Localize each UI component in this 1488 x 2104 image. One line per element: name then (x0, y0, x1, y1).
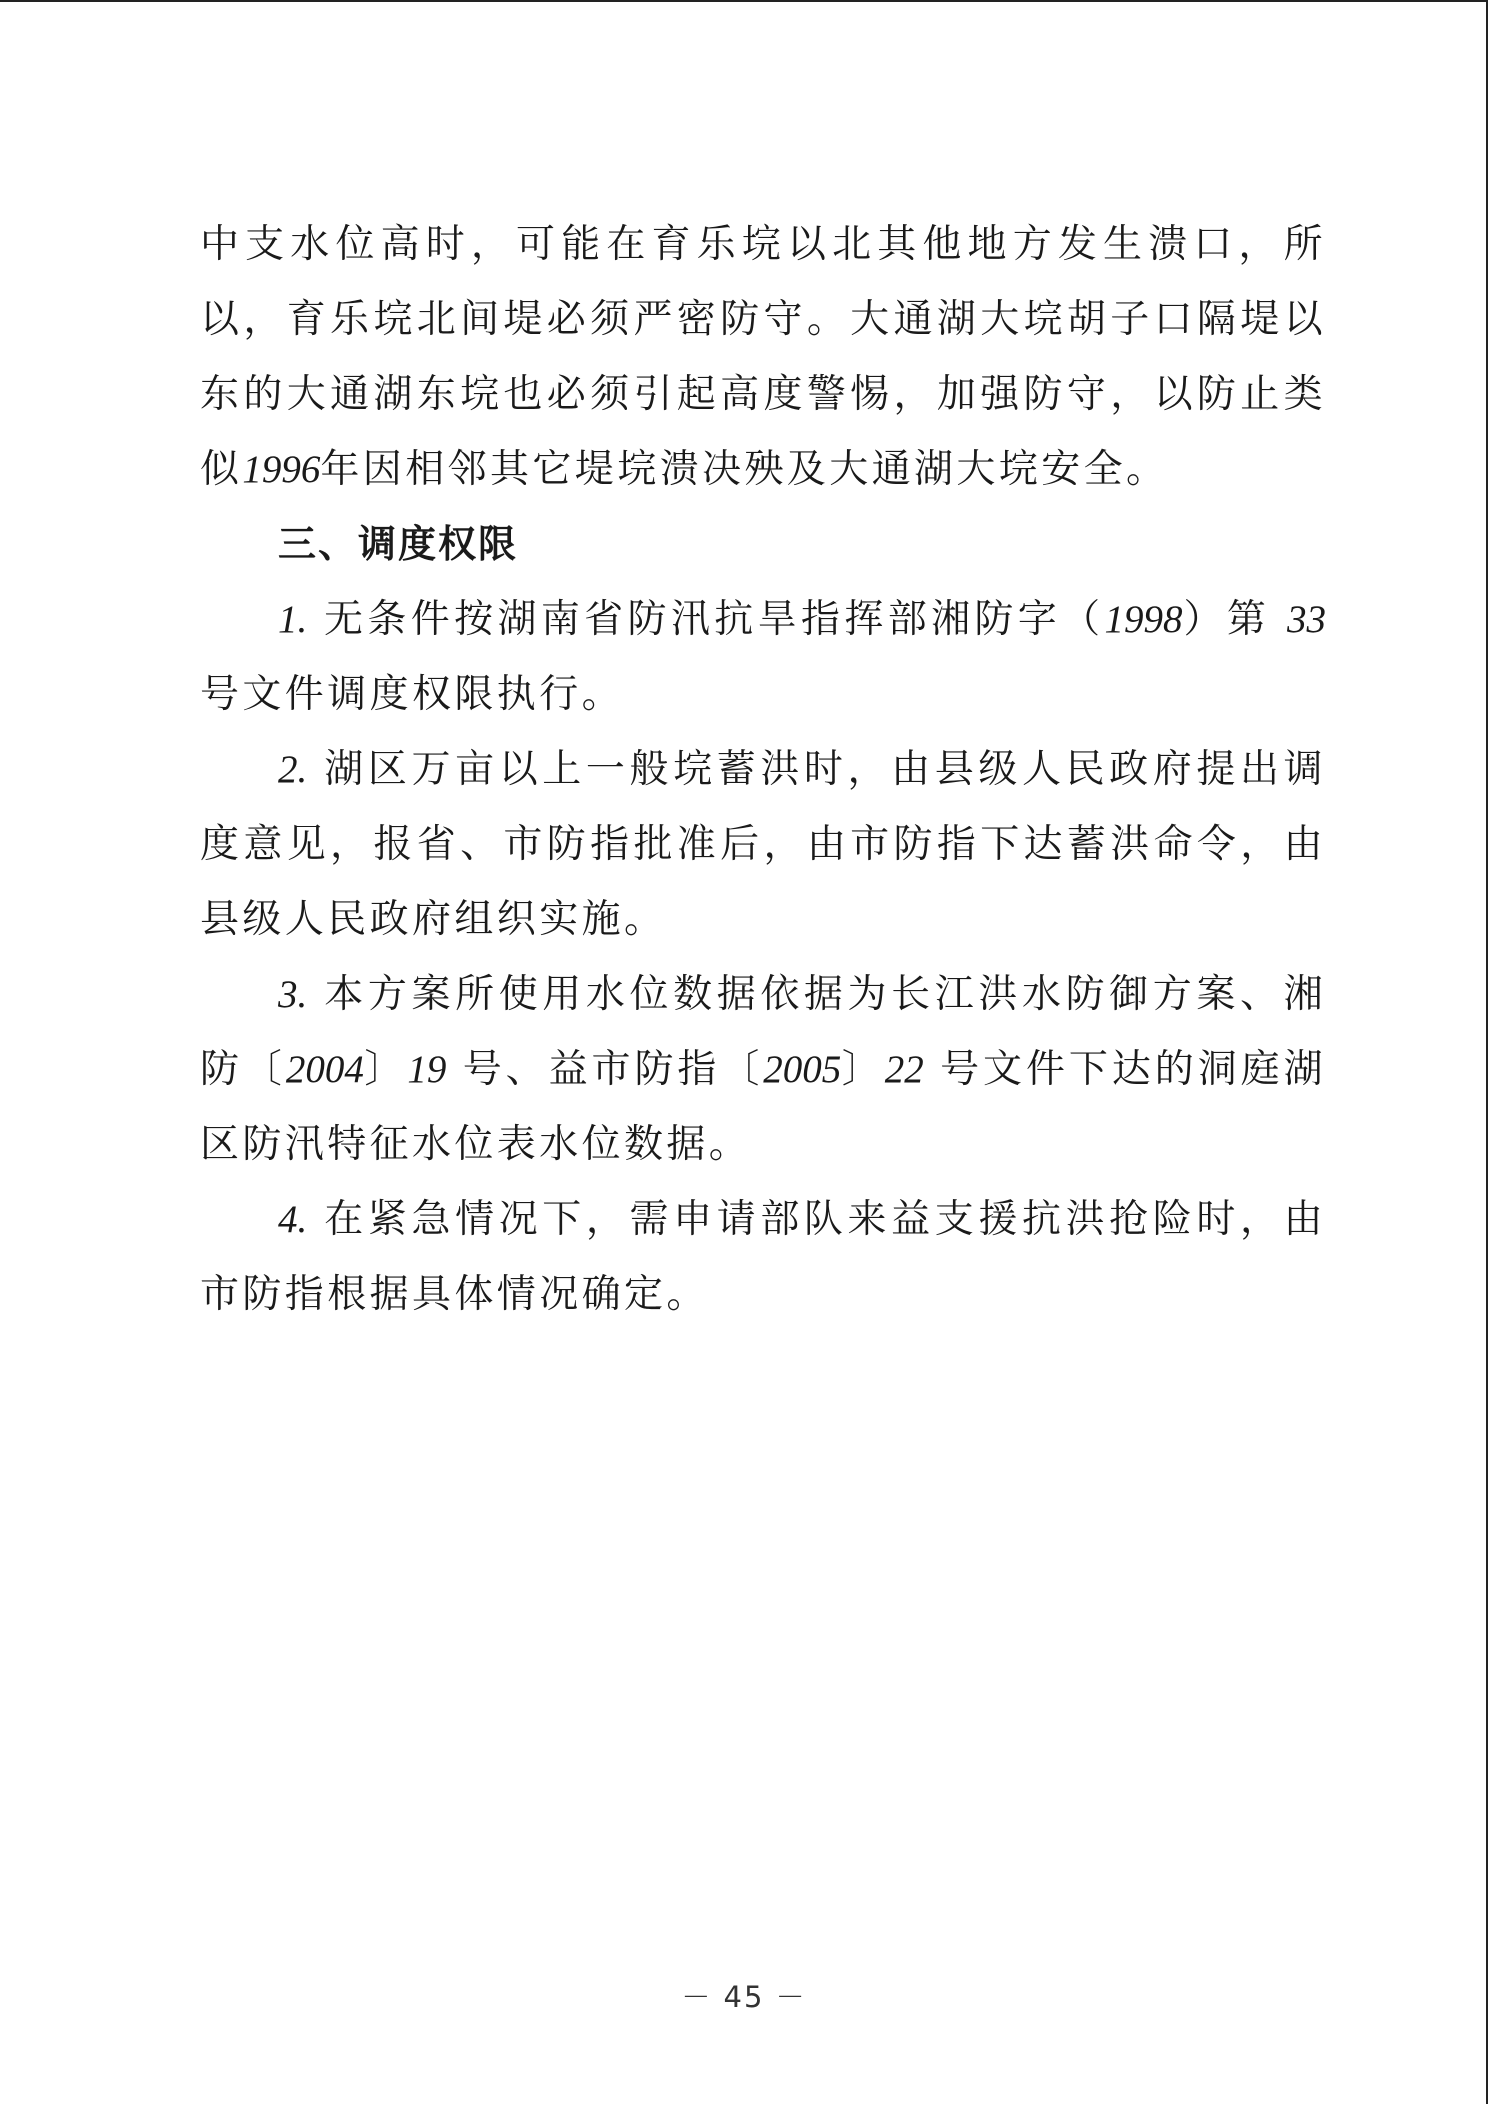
item-text: ）第 (1182, 597, 1271, 642)
item-number: 1. (278, 598, 308, 641)
paragraph-continuation (200, 207, 1326, 507)
year-number: 1996 (242, 448, 321, 491)
item-text: 号文件下达的洞庭湖区防汛特征水位表水位数据。 (200, 1047, 1326, 1167)
item-number: 3. (278, 973, 308, 1016)
list-item-4 (200, 1182, 1326, 1332)
item-number: 2. (278, 748, 308, 791)
document-body (200, 207, 1326, 1332)
item-text: 〕 (841, 1047, 885, 1092)
item-number: 4. (278, 1198, 308, 1241)
item-text: 本方案所使用水位数据依据为长江洪水防御方案、湘防〔 (200, 972, 1326, 1092)
paragraph-text: 年因相邻其它堤垸溃决殃及大通湖大垸安全。 (320, 447, 1169, 492)
list-item-3 (200, 957, 1326, 1182)
item-text: 湖区万亩以上一般垸蓄洪时，由县级人民政府提出调度意见，报省、市防指批准后，由市防指下达蓄洪命令，由县级人民政府组织实施。 (200, 747, 1326, 942)
year-number: 2005 (763, 1048, 842, 1091)
year-number: 2004 (285, 1048, 364, 1091)
list-item-2 (200, 732, 1326, 957)
document-number: 22 (884, 1048, 924, 1091)
section-heading: 三、调度权限 (278, 522, 519, 566)
page-number: － 45 － (681, 1980, 807, 2014)
item-text: 〕 (363, 1047, 408, 1092)
list-item-1 (200, 582, 1326, 732)
document-number: 33 (1286, 598, 1326, 641)
year-number: 1998 (1104, 598, 1183, 641)
item-text: 在紧急情况下，需申请部队来益支援抗洪抢险时，由市防指根据具体情况确定。 (200, 1197, 1326, 1317)
paragraph-text: 中支水位高时，可能在育乐垸以北其他地方发生溃口，所以，育乐垸北间堤必须严密防守。大通湖大垸胡子口隔堤以东的大通湖东垸也必须引起高度警惕，加强防守，以防止类似 (200, 222, 1326, 492)
item-text: 无条件按湖南省防汛抗旱指挥部湘防字（ (324, 597, 1105, 642)
item-text: 号文件调度权限执行。 (200, 672, 625, 717)
item-text: 号、益市防指〔 (462, 1047, 764, 1092)
document-number: 19 (407, 1048, 447, 1091)
